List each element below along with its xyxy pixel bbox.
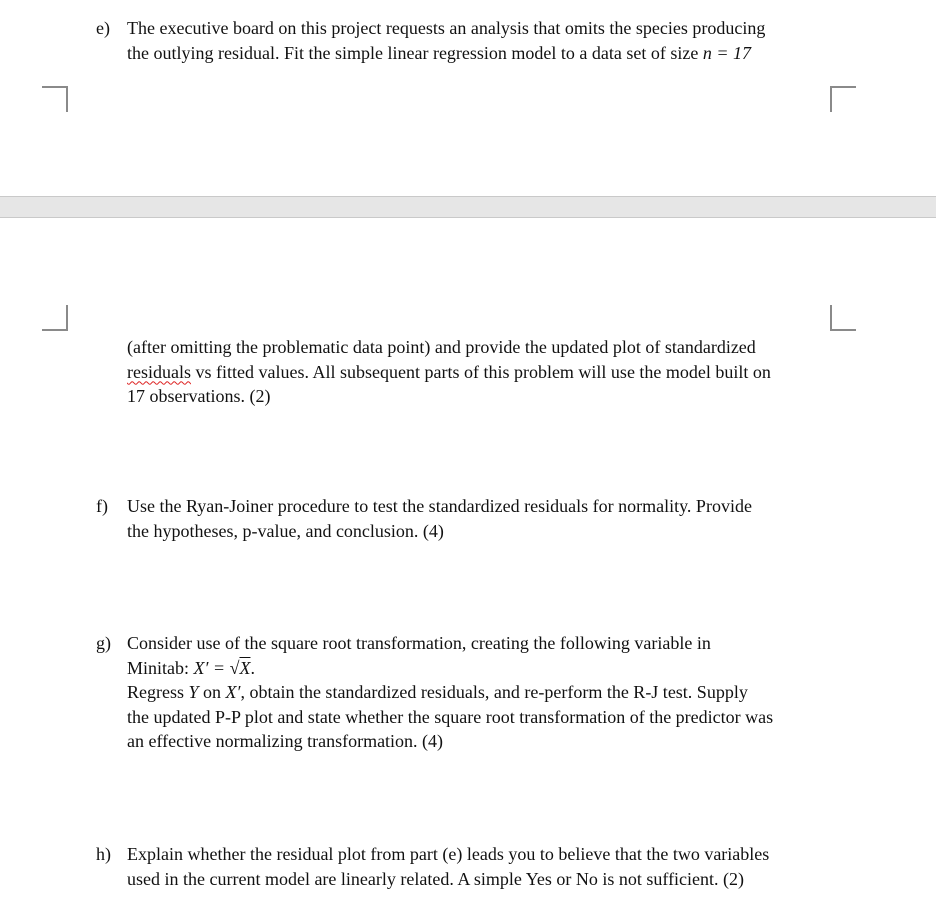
question-e-cont-line-1: (after omitting the problematic data point) and provide the updated plot of standardized	[127, 337, 756, 357]
question-h-line-1: Explain whether the residual plot from part (e) leads you to believe that the two variables	[127, 844, 770, 864]
question-f-label: f)	[96, 496, 108, 516]
question-g-line-2	[127, 656, 836, 681]
question-e-cont-line-2-text: vs fitted values. All subsequent parts of this problem will use the model built on	[190, 361, 771, 382]
question-e-line-2	[127, 41, 836, 66]
crop-mark-top-right	[830, 86, 856, 112]
question-g-line-3	[127, 680, 836, 705]
question-g-line-1: Consider use of the square root transformation, creating the following variable in	[127, 633, 711, 653]
transformed-predictor-math: X′	[225, 682, 241, 702]
transform-equation-lhs: X′ = √	[193, 657, 240, 678]
question-g-line-4: the updated P-P plot and state whether the square root transformation of the predictor was	[127, 706, 774, 727]
question-g-line-3-pre: Regress	[127, 682, 189, 702]
question-g-line-5: an effective normalizing transformation. (4)	[127, 731, 444, 751]
question-e-continuation	[127, 335, 847, 409]
question-g-line-2-text: Minitab:	[127, 657, 194, 678]
sample-size-math: n = 17	[702, 42, 752, 63]
crop-mark-top-left	[42, 86, 68, 112]
question-f-line-2: the hypotheses, p-value, and conclusion. (4)	[127, 520, 444, 541]
question-g-line-3-mid: on	[198, 682, 226, 702]
question-g-label: g)	[96, 633, 111, 653]
question-h	[96, 842, 836, 891]
page-break-gap	[0, 196, 936, 218]
transform-equation-radicand: X	[239, 657, 251, 678]
question-f	[96, 494, 836, 543]
response-variable-math: Y	[188, 682, 199, 702]
question-g-line-2-period: .	[250, 657, 255, 678]
question-h-label: h)	[96, 844, 111, 864]
question-e-cont-line-2	[127, 360, 847, 385]
question-e-line-2-text: the outlying residual. Fit the simple linear regression model to a data set of size	[127, 42, 703, 63]
crop-mark-bottom-right	[830, 305, 856, 331]
question-g	[96, 631, 836, 754]
question-e-cont-line-3: 17 observations. (2)	[127, 386, 271, 406]
spellcheck-flagged-word[interactable]: residuals	[127, 361, 191, 382]
question-f-line-1: Use the Ryan-Joiner procedure to test the standardized residuals for normality. Provide	[127, 496, 752, 516]
document-page-bottom	[0, 218, 936, 916]
question-e	[96, 16, 836, 65]
question-e-label: e)	[96, 18, 110, 38]
question-g-line-3-post: , obtain the standardized residuals, and re-perform the R-J test. Supply	[240, 682, 748, 702]
crop-mark-bottom-left	[42, 305, 68, 331]
question-h-line-2: used in the current model are linearly related. A simple Yes or No is not sufficient. (2)	[127, 868, 745, 889]
question-e-line-1: The executive board on this project requests an analysis that omits the species producing	[127, 18, 766, 38]
